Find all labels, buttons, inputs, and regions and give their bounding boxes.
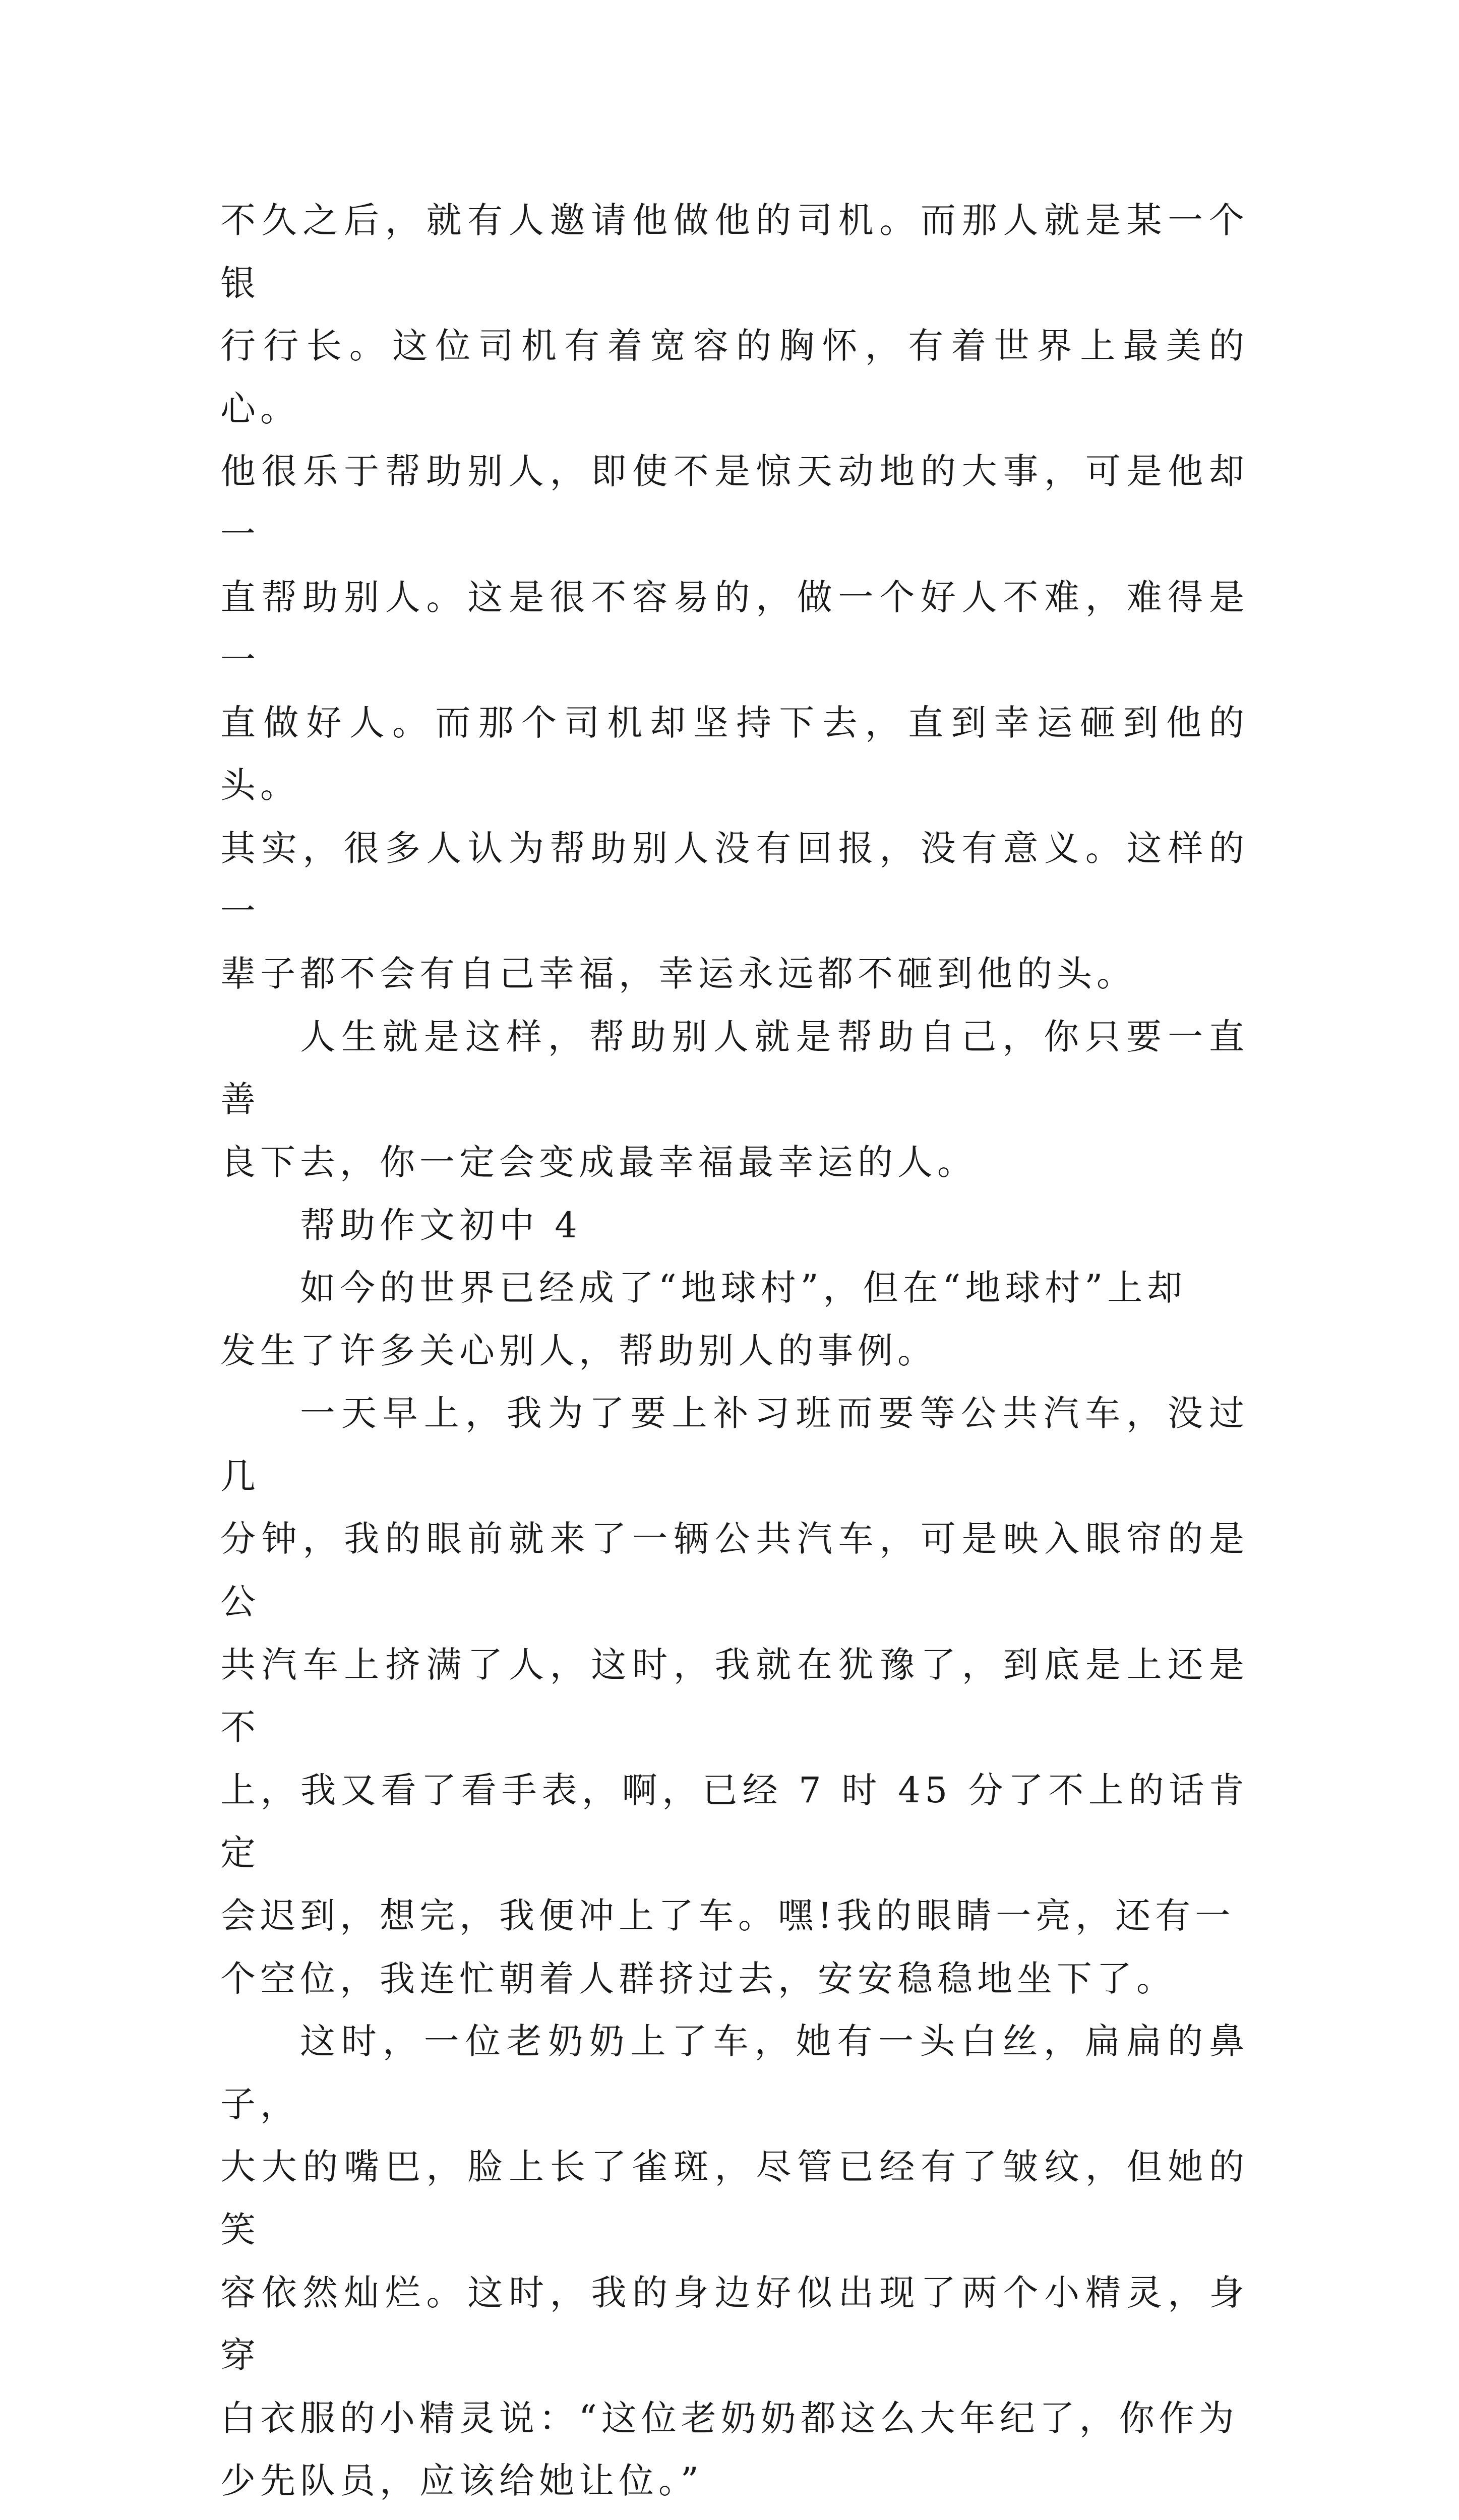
text-line: 人生就是这样，帮助别人就是帮助自己，你只要一直善 (220, 1016, 1249, 1120)
text-line: 行行长。这位司机有着宽容的胸怀，有着世界上最美的心。 (220, 325, 1249, 429)
text-line: 一天早上，我为了要上补习班而要等公共汽车，没过几 (220, 1393, 1249, 1497)
text-line: 容依然灿烂。这时，我的身边好似出现了两个小精灵，身穿 (220, 2272, 1249, 2376)
text-line: 如今的世界已经成了“地球村”，但在“地球村”上却 (300, 1267, 1187, 1309)
text-line: 直帮助别人。这是很不容易的，做一个好人不难，难得是一 (220, 576, 1249, 681)
text-line: 白衣服的小精灵说：“这位老奶奶都这么大年纪了，你作为 (220, 2397, 1239, 2439)
text-line: 不久之后，就有人邀请他做他的司机。而那人就是某一个银 (220, 200, 1249, 304)
text-line: 个空位，我连忙朝着人群挤过去，安安稳稳地坐下了。 (220, 1958, 1176, 1999)
text-line: 分钟，我的眼前就来了一辆公共汽车，可是映入眼帘的是公 (220, 1518, 1249, 1623)
text-line: 大大的嘴巴，脸上长了雀斑，尽管已经有了皱纹，但她的笑 (220, 2146, 1249, 2250)
text-line: 辈子都不会有自己幸福，幸运永远都不砸到他的头。 (220, 953, 1136, 995)
text-line: 其实，很多人认为帮助别人没有回报，没有意义。这样的一 (220, 827, 1249, 932)
text-line: 发生了许多关心别人，帮助别人的事例。 (220, 1330, 937, 1371)
text-line: 少先队员，应该给她让位。” (220, 2460, 703, 2502)
text-line: 直做好人。而那个司机却坚持下去，直到幸运砸到他的头。 (220, 702, 1249, 806)
text-line: 共汽车上挤满了人，这时，我就在犹豫了，到底是上还是不 (220, 1644, 1249, 1748)
text-line: 上，我又看了看手表，啊，已经 7 时 45 分了不上的话肯定 (220, 1769, 1249, 1874)
text-line: 这时，一位老奶奶上了车，她有一头白丝，扁扁的鼻子， (220, 2021, 1249, 2125)
text-line: 会迟到，想完，我便冲上了车。嘿!我的眼睛一亮，还有一 (220, 1895, 1235, 1937)
document-body (220, 189, 1249, 2520)
text-line (220, 2512, 1249, 2520)
text-line: 帮助作文初中 4 (300, 1204, 582, 1246)
text-line: 他很乐于帮助别人，即使不是惊天动地的大事，可是他却一 (220, 451, 1249, 555)
text-line: 良下去，你一定会变成最幸福最幸运的人。 (220, 1141, 977, 1183)
